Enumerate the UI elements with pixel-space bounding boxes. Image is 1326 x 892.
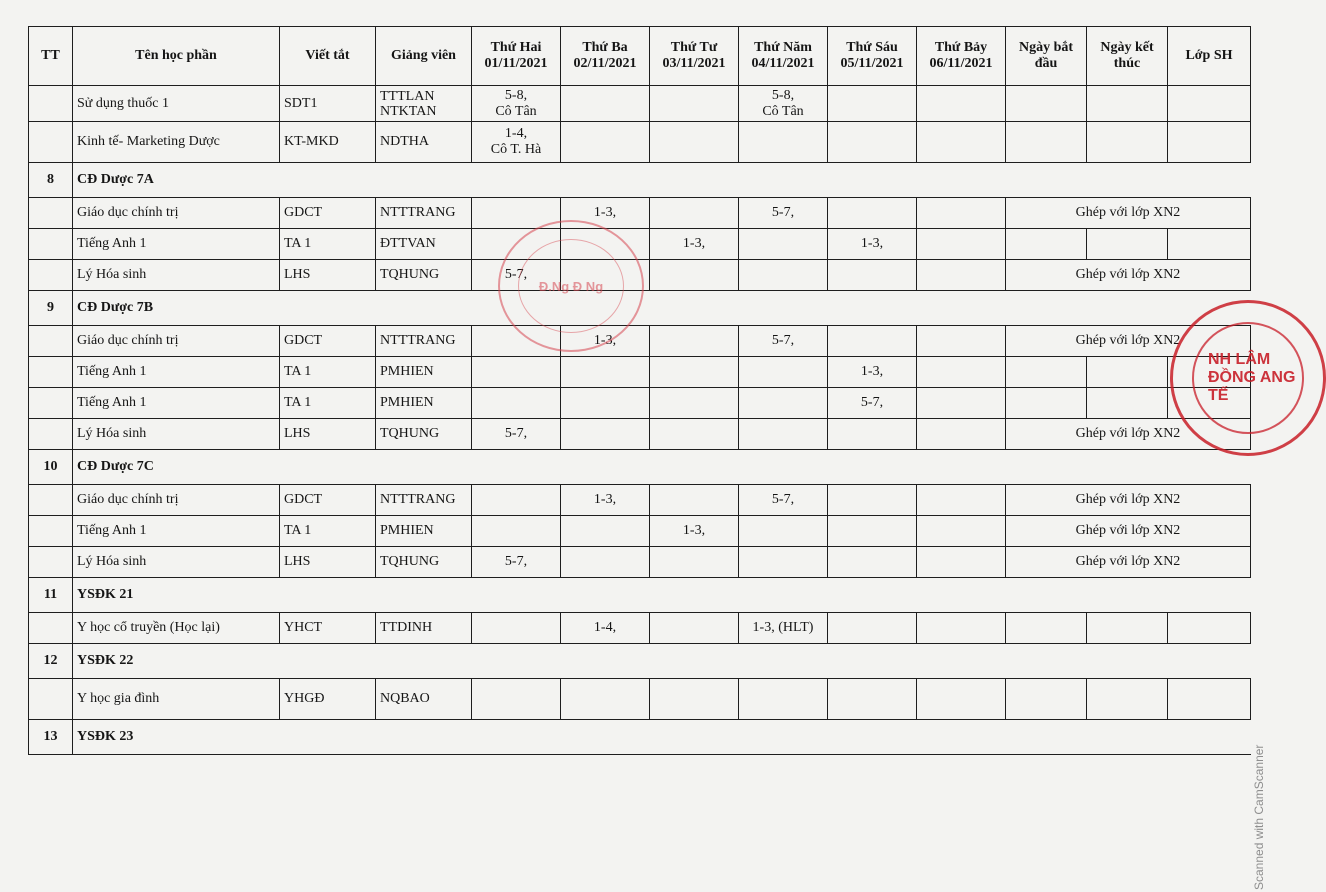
course-cell: Giáo dục chính trị [73,485,280,516]
note-cell: Ghép với lớp XN2 [1006,198,1251,229]
col-teacher: Giảng viên [376,27,472,86]
header-row [29,27,1251,86]
teacher-cell: PMHIEN [376,388,472,419]
stamp-text-left: Đ.Ng Đ Ng [518,239,624,333]
note-cell: Ghép với lớp XN2 [1006,516,1251,547]
course-cell: Tiếng Anh 1 [73,229,280,260]
table-row [29,198,1251,229]
course-cell: Tiếng Anh 1 [73,357,280,388]
col-tt: TT [29,27,73,86]
course-cell: Lý Hóa sinh [73,260,280,291]
group-row [29,578,1251,613]
teacher-cell: PMHIEN [376,357,472,388]
course-cell: Tiếng Anh 1 [73,388,280,419]
teacher-cell: TQHUNG [376,260,472,291]
col-tue: Thứ Ba 02/11/2021 [561,27,650,86]
col-abbr: Viết tắt [280,27,376,86]
course-cell: Lý Hóa sinh [73,547,280,578]
course-cell: Sử dụng thuốc 1 [73,86,280,122]
course-cell: Lý Hóa sinh [73,419,280,450]
group-row [29,291,1251,326]
table-row [29,260,1251,291]
teacher-cell: TQHUNG [376,419,472,450]
fri-cell: 1-3, [828,229,917,260]
abbr-cell: LHS [280,419,376,450]
course-cell: Y học cổ truyền (Học lại) [73,613,280,644]
col-thu: Thứ Năm 04/11/2021 [739,27,828,86]
table-row [29,229,1251,260]
fri-cell: 5-7, [828,388,917,419]
abbr-cell: SDT1 [280,86,376,122]
col-sat: Thứ Bảy 06/11/2021 [917,27,1006,86]
wed-cell: 1-3, [650,229,739,260]
group-row [29,450,1251,485]
abbr-cell: GDCT [280,326,376,357]
group-number: 13 [29,720,73,755]
schedule-sheet [28,26,1250,755]
mon-cell: 5-7, [472,419,561,450]
table-row [29,388,1251,419]
thu-cell: 5-7, [739,485,828,516]
abbr-cell: GDCT [280,198,376,229]
group-name: YSĐK 23 [73,720,1251,755]
abbr-cell: TA 1 [280,516,376,547]
table-row [29,122,1251,163]
tue-cell: 1-3, [561,326,650,357]
col-start: Ngày bắt đầu [1006,27,1087,86]
table-row [29,357,1251,388]
group-name: CĐ Dược 7B [73,291,1251,326]
course-cell: Kinh tế- Marketing Dược [73,122,280,163]
tue-cell: 1-3, [561,198,650,229]
col-homeroom: Lớp SH [1168,27,1251,86]
tue-cell: 1-4, [561,613,650,644]
teacher-cell: TQHUNG [376,547,472,578]
teacher-cell: NTTTRANG [376,326,472,357]
mon-cell: 1-4, Cô T. Hà [472,122,561,163]
group-number: 9 [29,291,73,326]
thu-cell: 5-7, [739,198,828,229]
schedule-table [28,26,1251,755]
col-end: Ngày kết thúc [1087,27,1168,86]
course-cell: Y học gia đình [73,679,280,720]
teacher-cell: NDTHA [376,122,472,163]
thu-cell: 1-3, (HLT) [739,613,828,644]
table-row [29,613,1251,644]
table-row [29,547,1251,578]
note-cell: Ghép với lớp XN2 [1006,260,1251,291]
table-row [29,86,1251,122]
table-row [29,679,1251,720]
teacher-cell: NTTTRANG [376,485,472,516]
group-number: 10 [29,450,73,485]
group-name: YSĐK 22 [73,644,1251,679]
group-name: CĐ Dược 7A [73,163,1251,198]
abbr-cell: YHGĐ [280,679,376,720]
course-cell: Tiếng Anh 1 [73,516,280,547]
abbr-cell: TA 1 [280,229,376,260]
group-number: 8 [29,163,73,198]
table-row [29,516,1251,547]
abbr-cell: LHS [280,260,376,291]
scanner-watermark: Scanned with CamScanner [1252,744,1266,890]
col-wed: Thứ Tư 03/11/2021 [650,27,739,86]
wed-cell: 1-3, [650,516,739,547]
abbr-cell: TA 1 [280,357,376,388]
col-mon: Thứ Hai 01/11/2021 [472,27,561,86]
col-course: Tên học phần [73,27,280,86]
teacher-cell: ĐTTVAN [376,229,472,260]
note-cell: Ghép với lớp XN2 [1006,547,1251,578]
mon-cell: 5-8, Cô Tân [472,86,561,122]
abbr-cell: KT-MKD [280,122,376,163]
fri-cell: 1-3, [828,357,917,388]
abbr-cell: YHCT [280,613,376,644]
table-row [29,326,1251,357]
course-cell: Giáo dục chính trị [73,326,280,357]
course-cell: Giáo dục chính trị [73,198,280,229]
group-row [29,163,1251,198]
group-name: CĐ Dược 7C [73,450,1251,485]
teacher-cell: NQBAO [376,679,472,720]
teacher-cell: TTDINH [376,613,472,644]
mon-cell: 5-7, [472,260,561,291]
tue-cell: 1-3, [561,485,650,516]
abbr-cell: GDCT [280,485,376,516]
note-cell: Ghép với lớp XN2 [1006,485,1251,516]
mon-cell: 5-7, [472,547,561,578]
thu-cell: 5-8, Cô Tân [739,86,828,122]
note-cell: Ghép với lớp XN2 [1006,419,1251,450]
abbr-cell: LHS [280,547,376,578]
teacher-cell: PMHIEN [376,516,472,547]
thu-cell: 5-7, [739,326,828,357]
group-number: 11 [29,578,73,613]
group-row [29,720,1251,755]
teacher-cell: TTTLAN NTKTAN [376,86,472,122]
col-fri: Thứ Sáu 05/11/2021 [828,27,917,86]
abbr-cell: TA 1 [280,388,376,419]
table-row [29,485,1251,516]
table-row [29,419,1251,450]
note-cell: Ghép với lớp XN2 [1006,326,1251,357]
stamp-text-right: NH LÂM ĐỒNG ANG TẾ [1192,322,1304,434]
teacher-cell: NTTTRANG [376,198,472,229]
group-name: YSĐK 21 [73,578,1251,613]
group-number: 12 [29,644,73,679]
group-row [29,644,1251,679]
